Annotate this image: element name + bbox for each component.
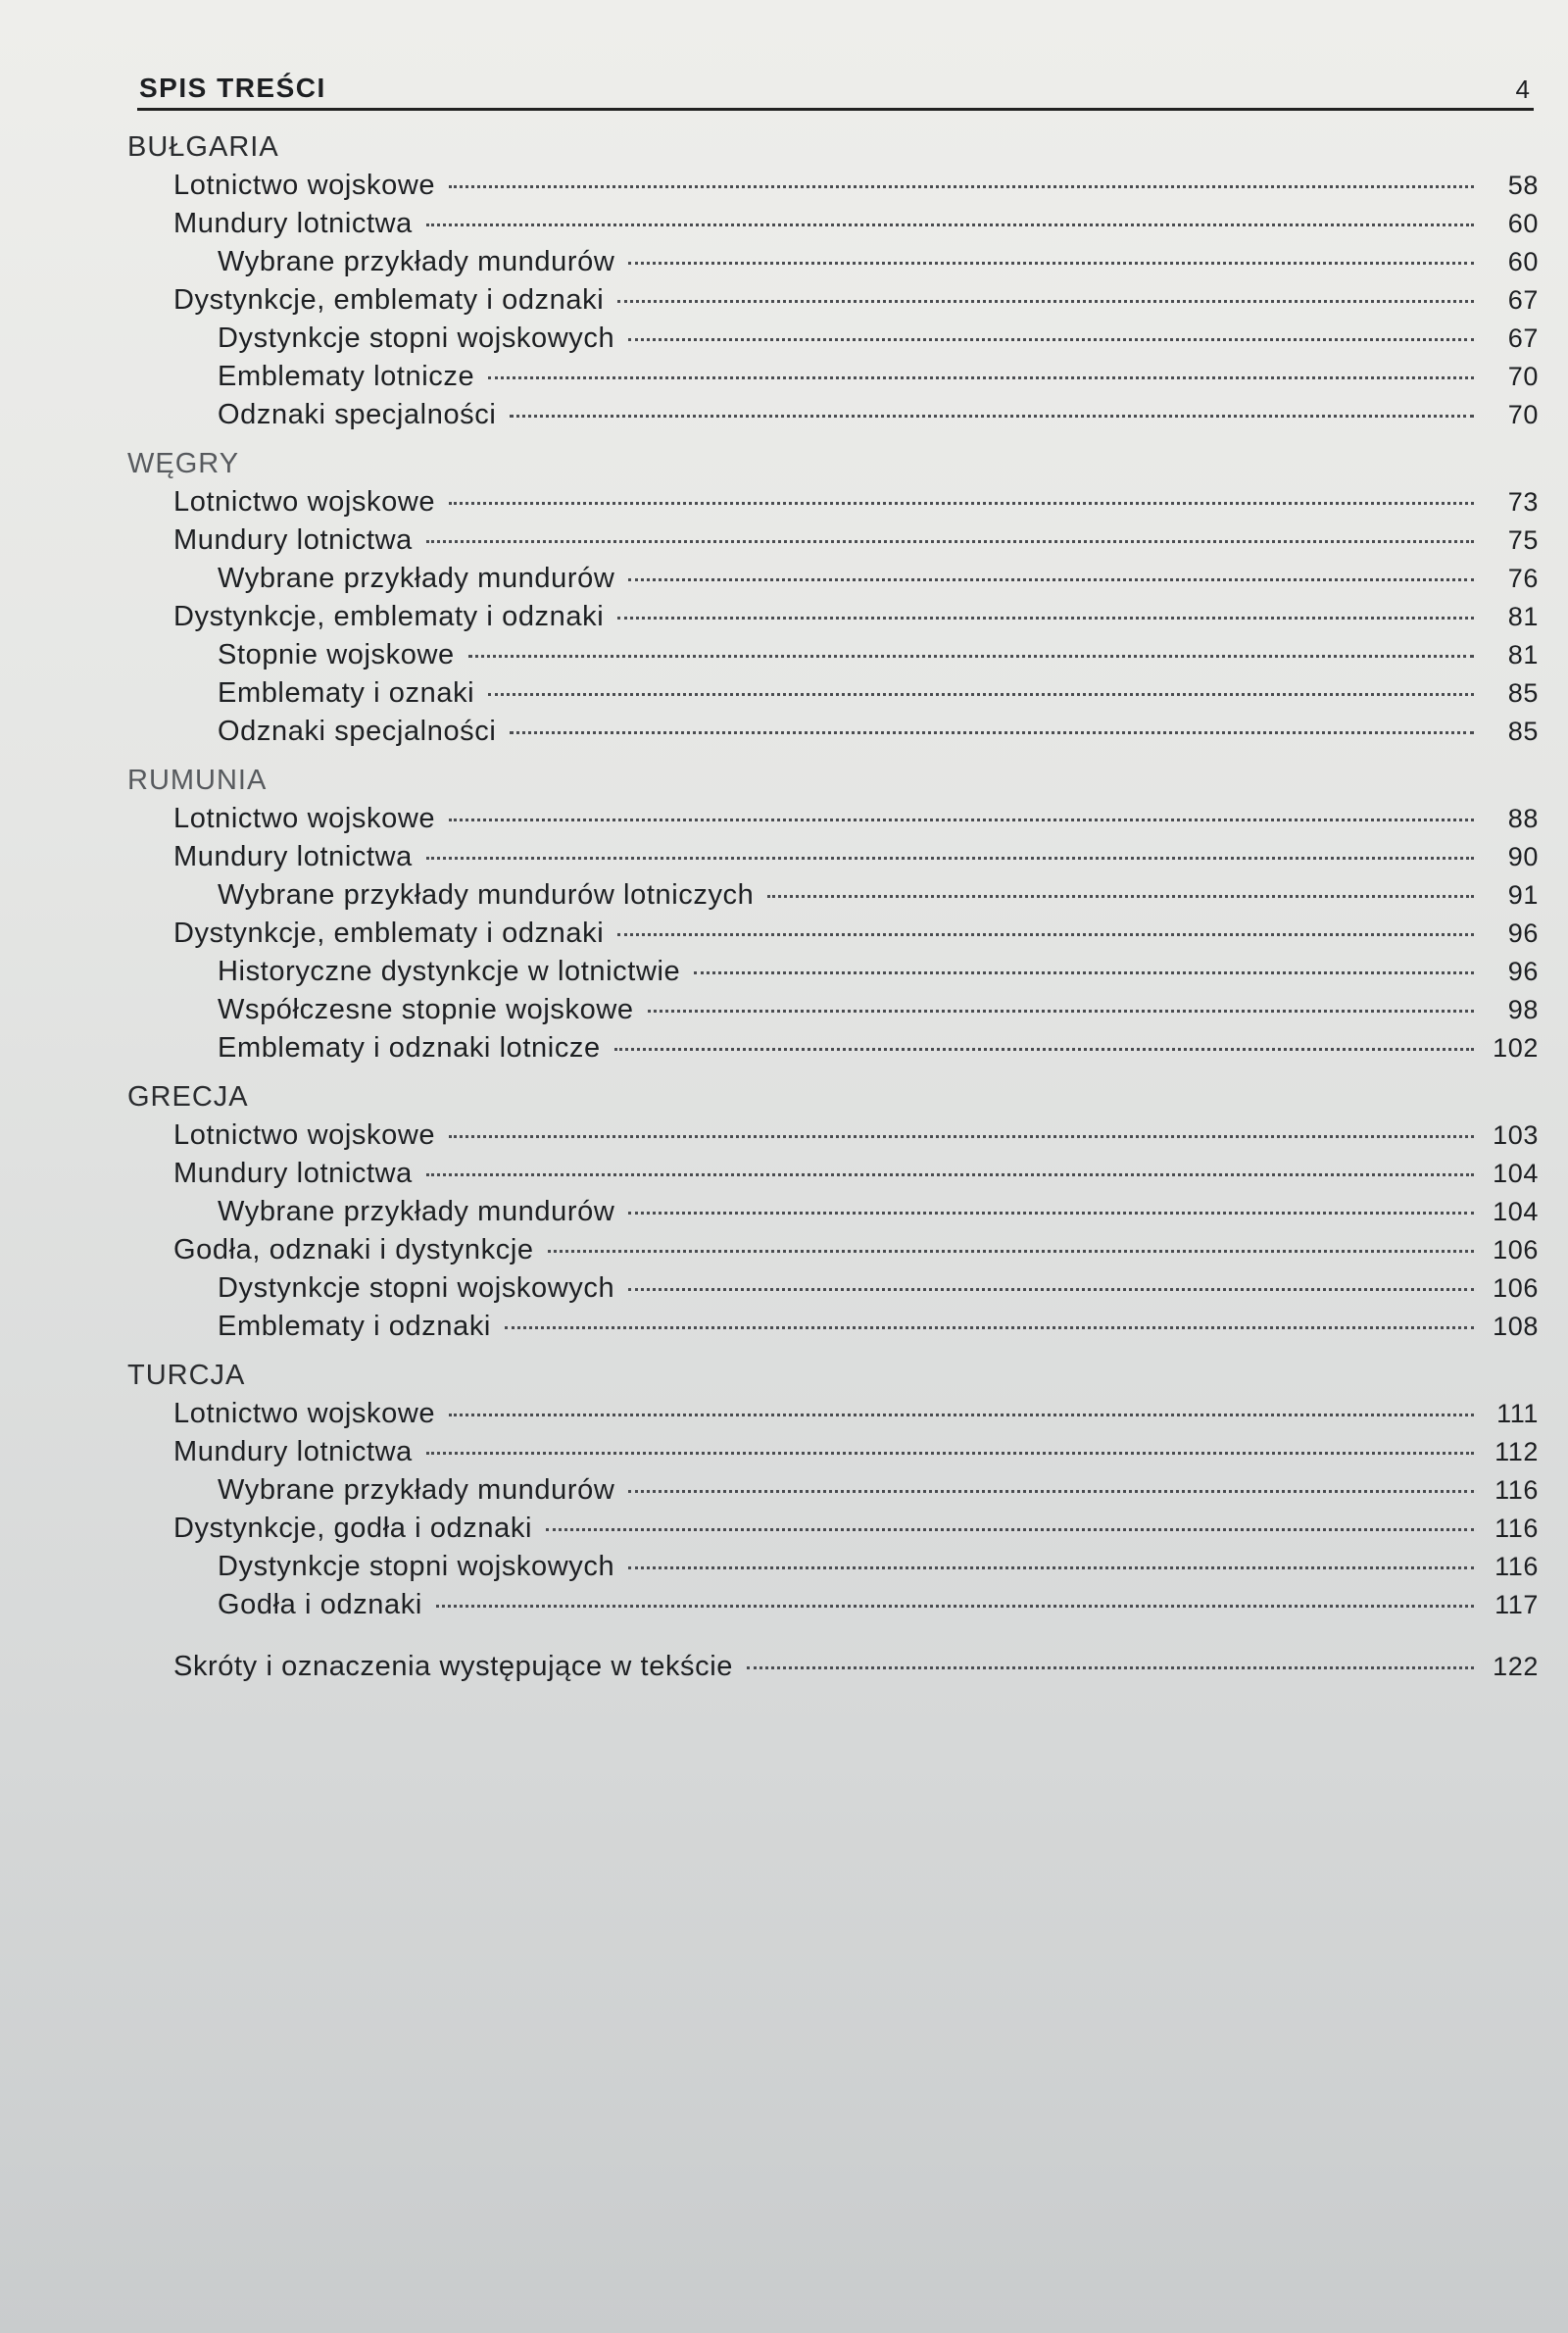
toc-entry-page: 102 bbox=[1493, 1033, 1539, 1063]
toc-entry[interactable] bbox=[127, 358, 1539, 396]
table-of-contents bbox=[127, 127, 1539, 1686]
toc-entry-label: Wybrane przykłady mundurów lotniczych bbox=[218, 879, 755, 911]
toc-entry[interactable] bbox=[127, 1269, 1539, 1308]
toc-entry-label: Wybrane przykłady mundurów bbox=[218, 246, 615, 277]
toc-entry[interactable] bbox=[127, 1117, 1539, 1155]
dot-leader bbox=[488, 376, 1474, 379]
toc-entry-label: Emblematy i odznaki bbox=[218, 1311, 491, 1342]
toc-entry-page: 111 bbox=[1496, 1399, 1539, 1428]
dot-leader bbox=[628, 1490, 1474, 1493]
toc-entry[interactable] bbox=[127, 396, 1539, 434]
toc-entry[interactable] bbox=[127, 876, 1539, 915]
toc-entry-label: Godła i odznaki bbox=[218, 1589, 422, 1620]
toc-entry[interactable] bbox=[127, 1510, 1539, 1548]
toc-entry-label: Współczesne stopnie wojskowe bbox=[218, 994, 634, 1025]
toc-entry-label: Dystynkcje, emblematy i odznaki bbox=[173, 601, 605, 632]
toc-entry-label: Mundury lotnictwa bbox=[173, 841, 413, 872]
toc-entry-page: 67 bbox=[1507, 285, 1539, 315]
toc-entry-page: 104 bbox=[1493, 1197, 1539, 1226]
toc-entry-page: 81 bbox=[1507, 640, 1539, 670]
section-title: WĘGRY bbox=[127, 448, 240, 479]
toc-section bbox=[127, 127, 1539, 434]
toc-entry-label: Emblematy i oznaki bbox=[218, 677, 475, 709]
toc-entry-page: 117 bbox=[1494, 1590, 1539, 1619]
toc-entry-page: 70 bbox=[1507, 362, 1539, 391]
section-title: GRECJA bbox=[127, 1081, 249, 1113]
toc-entry-page: 67 bbox=[1507, 323, 1539, 353]
toc-entry-label: Lotnictwo wojskowe bbox=[173, 486, 436, 518]
dot-leader bbox=[449, 819, 1474, 821]
toc-entry[interactable] bbox=[127, 1586, 1539, 1624]
dot-leader bbox=[426, 857, 1474, 860]
dot-leader bbox=[449, 502, 1474, 505]
toc-entry-label: Emblematy i odznaki lotnicze bbox=[218, 1032, 601, 1064]
toc-entry-label: Wybrane przykłady mundurów bbox=[218, 563, 615, 594]
dot-leader bbox=[617, 933, 1474, 936]
toc-section bbox=[127, 444, 1539, 751]
dot-leader bbox=[426, 540, 1474, 543]
dot-leader bbox=[628, 262, 1474, 265]
toc-entry-page: 103 bbox=[1493, 1120, 1539, 1150]
toc-entry[interactable] bbox=[127, 1193, 1539, 1231]
toc-entry[interactable] bbox=[127, 1395, 1539, 1433]
toc-entry[interactable] bbox=[127, 674, 1539, 713]
toc-entry-label: Lotnictwo wojskowe bbox=[173, 170, 436, 201]
dot-leader bbox=[617, 300, 1474, 303]
toc-entry[interactable] bbox=[127, 1231, 1539, 1269]
dot-leader bbox=[546, 1528, 1474, 1531]
toc-entry-page: 60 bbox=[1507, 247, 1539, 276]
toc-entry[interactable] bbox=[127, 320, 1539, 358]
dot-leader bbox=[426, 223, 1474, 226]
dot-leader bbox=[628, 338, 1474, 341]
toc-sections bbox=[127, 127, 1539, 1624]
toc-entry-page: 85 bbox=[1507, 717, 1539, 746]
toc-entry[interactable] bbox=[127, 483, 1539, 521]
dot-leader bbox=[614, 1048, 1474, 1051]
toc-entry-label: Dystynkcje, emblematy i odznaki bbox=[173, 918, 605, 949]
toc-entry[interactable] bbox=[127, 1308, 1539, 1346]
toc-entry-label: Dystynkcje stopni wojskowych bbox=[218, 1551, 615, 1582]
toc-section bbox=[127, 761, 1539, 1067]
toc-entry-page: 91 bbox=[1507, 880, 1539, 910]
toc-entry-label: Wybrane przykłady mundurów bbox=[218, 1474, 615, 1506]
toc-entry-label: Dystynkcje, godła i odznaki bbox=[173, 1513, 532, 1544]
dot-leader bbox=[449, 185, 1474, 188]
toc-entry-label: Mundury lotnictwa bbox=[173, 208, 413, 239]
toc-entry-page: 70 bbox=[1507, 400, 1539, 429]
toc-entry-page: 116 bbox=[1494, 1514, 1539, 1543]
dot-leader bbox=[628, 578, 1474, 581]
toc-entry-label: Emblematy lotnicze bbox=[218, 361, 475, 392]
toc-entry-label: Lotnictwo wojskowe bbox=[173, 1119, 436, 1151]
toc-entry-page: 98 bbox=[1507, 995, 1539, 1024]
toc-entry[interactable] bbox=[127, 1029, 1539, 1067]
toc-entry-final[interactable] bbox=[127, 1648, 1539, 1686]
toc-entry[interactable] bbox=[127, 1155, 1539, 1193]
toc-entry-page: 106 bbox=[1493, 1273, 1539, 1303]
dot-leader bbox=[505, 1326, 1474, 1329]
dot-leader bbox=[747, 1666, 1474, 1669]
dot-leader bbox=[694, 971, 1474, 974]
toc-entry-page: 112 bbox=[1494, 1437, 1539, 1466]
toc-entry-label: Lotnictwo wojskowe bbox=[173, 803, 436, 834]
toc-entry[interactable] bbox=[127, 838, 1539, 876]
toc-entry-page: 96 bbox=[1507, 957, 1539, 986]
dot-leader bbox=[426, 1173, 1474, 1176]
toc-entry[interactable] bbox=[127, 800, 1539, 838]
dot-leader bbox=[628, 1566, 1474, 1569]
toc-entry-label: Mundury lotnictwa bbox=[173, 524, 413, 556]
toc-entry[interactable] bbox=[127, 991, 1539, 1029]
dot-leader bbox=[426, 1452, 1474, 1455]
header-title: SPIS TREŚCI bbox=[139, 73, 326, 103]
dot-leader bbox=[510, 415, 1474, 418]
dot-leader bbox=[628, 1288, 1474, 1291]
page-header bbox=[137, 69, 1534, 111]
toc-entry-page: 88 bbox=[1507, 804, 1539, 833]
dot-leader bbox=[468, 655, 1474, 658]
dot-leader bbox=[436, 1605, 1474, 1608]
toc-entry-page: 90 bbox=[1507, 842, 1539, 871]
toc-entry-label: Historyczne dystynkcje w lotnictwie bbox=[218, 956, 681, 987]
dot-leader bbox=[449, 1414, 1474, 1416]
dot-leader bbox=[488, 693, 1474, 696]
toc-entry-page: 75 bbox=[1507, 525, 1539, 555]
toc-entry[interactable] bbox=[127, 560, 1539, 598]
section-title: RUMUNIA bbox=[127, 765, 268, 796]
toc-entry-page: 106 bbox=[1493, 1235, 1539, 1265]
toc-entry[interactable] bbox=[127, 1433, 1539, 1471]
dot-leader bbox=[628, 1212, 1474, 1215]
toc-section bbox=[127, 1356, 1539, 1624]
toc-entry-label: Dystynkcje, emblematy i odznaki bbox=[173, 284, 605, 316]
toc-entry[interactable] bbox=[127, 281, 1539, 320]
toc-entry[interactable] bbox=[127, 598, 1539, 636]
toc-entry-page: 73 bbox=[1507, 487, 1539, 517]
toc-entry[interactable] bbox=[127, 243, 1539, 281]
dot-leader bbox=[617, 617, 1474, 620]
toc-entry-page: 104 bbox=[1493, 1159, 1539, 1188]
toc-entry[interactable] bbox=[127, 713, 1539, 751]
section-title: TURCJA bbox=[127, 1360, 246, 1391]
toc-entry-label: Dystynkcje stopni wojskowych bbox=[218, 1272, 615, 1304]
dot-leader bbox=[510, 731, 1474, 734]
header-page-number: 4 bbox=[1515, 74, 1530, 104]
toc-entry[interactable] bbox=[127, 1471, 1539, 1510]
toc-entry-label: Stopnie wojskowe bbox=[218, 639, 455, 670]
toc-entry[interactable] bbox=[127, 915, 1539, 953]
toc-entry-page: 122 bbox=[1493, 1652, 1539, 1681]
toc-entry[interactable] bbox=[127, 521, 1539, 560]
toc-entry-label: Godła, odznaki i dystynkcje bbox=[173, 1234, 534, 1266]
toc-entry-label: Lotnictwo wojskowe bbox=[173, 1398, 436, 1429]
toc-entry-label: Odznaki specjalności bbox=[218, 716, 497, 747]
toc-entry[interactable] bbox=[127, 953, 1539, 991]
toc-entry-page: 76 bbox=[1507, 564, 1539, 593]
toc-entry-page: 85 bbox=[1507, 678, 1539, 708]
dot-leader bbox=[449, 1135, 1474, 1138]
section-title: BUŁGARIA bbox=[127, 131, 279, 163]
toc-entry-page: 60 bbox=[1507, 209, 1539, 238]
dot-leader bbox=[648, 1010, 1474, 1013]
toc-entry[interactable] bbox=[127, 205, 1539, 243]
toc-entry-label: Dystynkcje stopni wojskowych bbox=[218, 323, 615, 354]
toc-entry-label: Wybrane przykłady mundurów bbox=[218, 1196, 615, 1227]
toc-entry-page: 116 bbox=[1494, 1475, 1539, 1505]
toc-entry-page: 58 bbox=[1507, 171, 1539, 200]
toc-entry-label: Skróty i oznaczenia występujące w tekście bbox=[173, 1651, 734, 1682]
toc-entry[interactable] bbox=[127, 167, 1539, 205]
toc-entry[interactable] bbox=[127, 1548, 1539, 1586]
dot-leader bbox=[548, 1250, 1474, 1253]
toc-entry-label: Mundury lotnictwa bbox=[173, 1158, 413, 1189]
toc-entry-label: Odznaki specjalności bbox=[218, 399, 497, 430]
toc-entry[interactable] bbox=[127, 636, 1539, 674]
toc-entry-page: 96 bbox=[1507, 918, 1539, 948]
toc-entry-page: 116 bbox=[1494, 1552, 1539, 1581]
toc-entry-label: Mundury lotnictwa bbox=[173, 1436, 413, 1467]
toc-section bbox=[127, 1077, 1539, 1346]
dot-leader bbox=[767, 895, 1474, 898]
toc-entry-page: 81 bbox=[1507, 602, 1539, 631]
toc-entry-page: 108 bbox=[1493, 1312, 1539, 1341]
